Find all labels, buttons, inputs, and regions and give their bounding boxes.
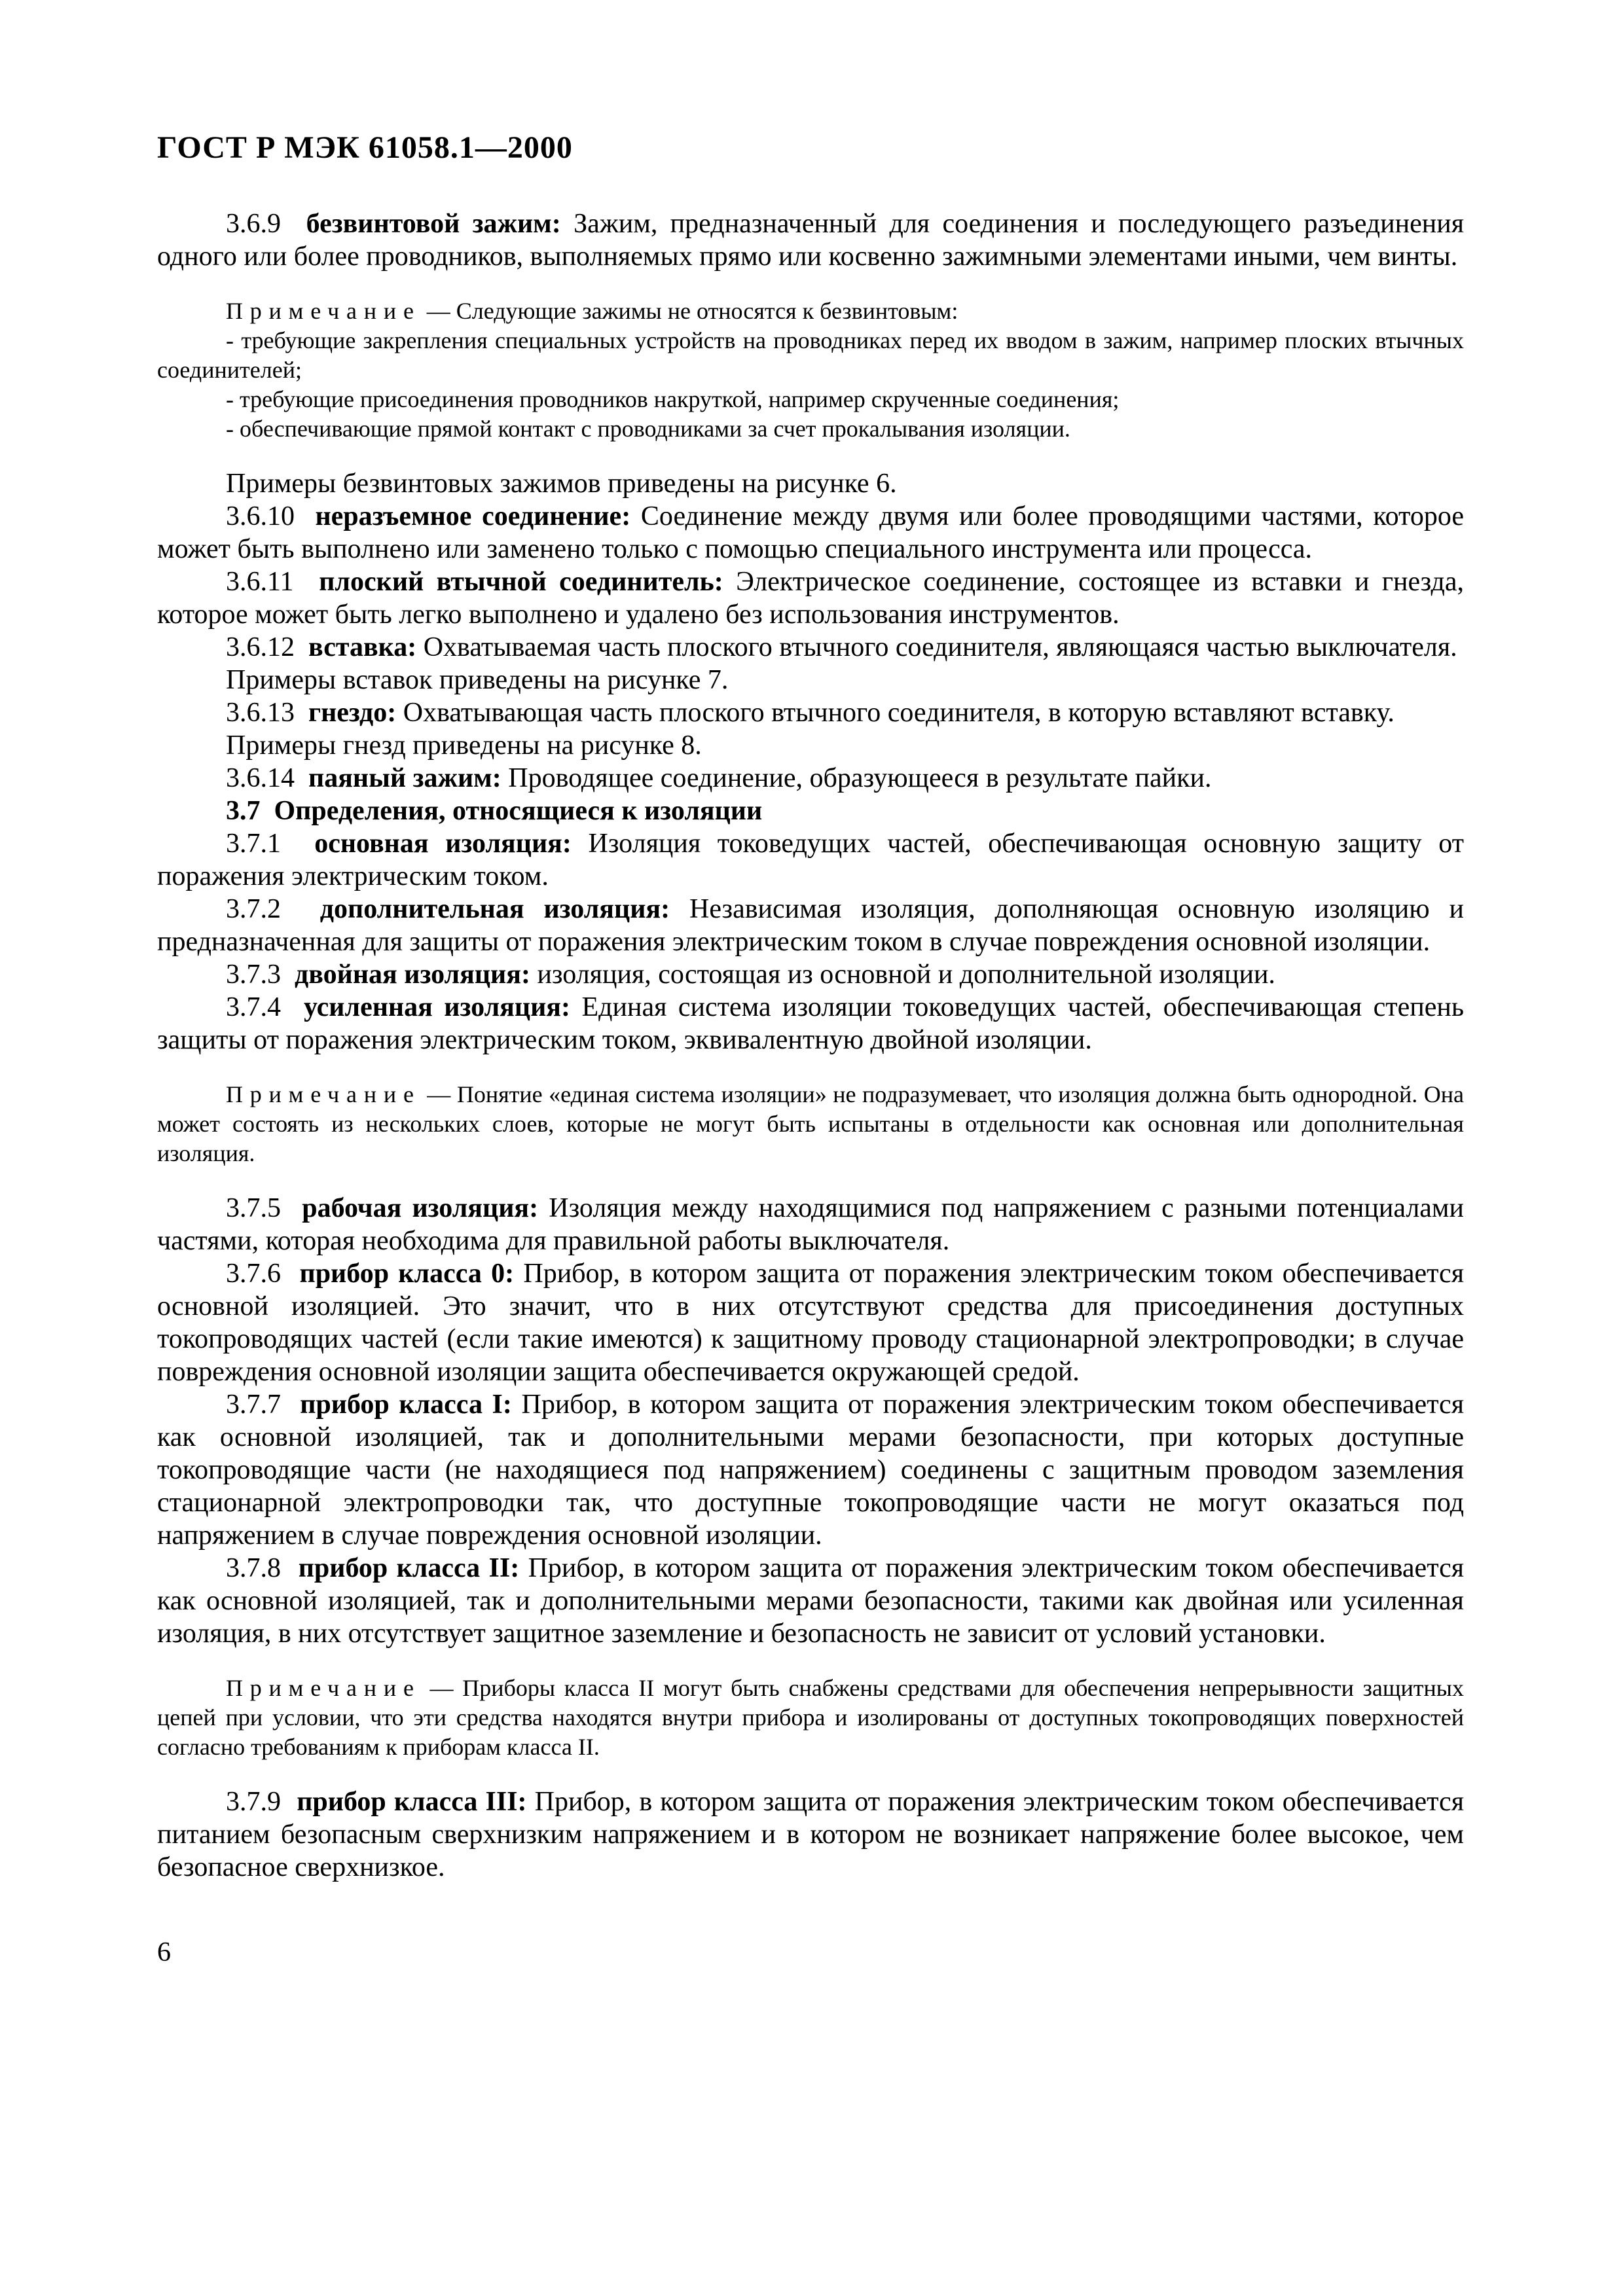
clause-term: рабочая изоляция: — [302, 1193, 539, 1223]
note-list-item: - требующие присоединения проводников накруткой, например скрученные соединения; — [226, 386, 1120, 412]
clause-number: 3.7.4 — [226, 992, 281, 1022]
clause-number: 3.7.1 — [226, 829, 281, 859]
clause-3.6.14: 3.6.14 паяный зажим: Проводящее соединение, образующееся в результате пайки. — [226, 763, 1212, 793]
note-list-item: - обеспечивающие прямой контакт с проводниками за счет прокалывания изоляции. — [226, 416, 1070, 442]
clause-term: прибор класса I: — [300, 1390, 512, 1420]
clause-number: 3.7.7 — [226, 1390, 281, 1420]
document-body — [157, 207, 1464, 1884]
clause-term: неразъемное соединение: — [315, 501, 631, 531]
clause-3.6.9: 3.6.9 безвинтовой зажим: Зажим, предназначенный для соединения и последующего разъединения одного или более проводников, выполняемых прямо или косвенно зажимными элементами иными, чем винты. — [157, 209, 1465, 272]
clause-term: прибор класса 0: — [299, 1259, 515, 1289]
clause-3.7.6: 3.7.6 прибор класса 0: Прибор, в котором защита от поражения электрическим током обеспечивается основной изоляцией. Это значит, что в них отсутствуют средства для присоединения доступных токопроводящих частей (если такие имеются) к защитному проводу стационарной электропроводки; в случае повреждения основной изоляции защита обеспечивается окружающей средой. — [157, 1259, 1465, 1387]
clause-number: 3.7.9 — [226, 1787, 281, 1817]
clause-term: основная изоляция: — [314, 829, 572, 859]
clause-term: двойная изоляция: — [295, 960, 530, 990]
note-block — [157, 1080, 1464, 1168]
note-text: Примечание — Понятие «единая система изоляции» не подразумевает, что изоляция должна быть однородной. Она может состоять из нескольких слоев, которые не могут быть испытаны в отдельности как основная или дополнительная изоляция. — [157, 1081, 1464, 1166]
standard-code-header: ГОСТ Р МЭК 61058.1—2000 — [157, 130, 573, 165]
clause-3.6.10: 3.6.10 неразъемное соединение: Соединение между двумя или более проводящими частями, которое может быть выполнено или заменено только с помощью специального инструмента или процесса. — [157, 501, 1465, 564]
clause-number: 3.7.8 — [226, 1553, 281, 1583]
example-paragraph: Примеры гнезд приведены на рисунке 8. — [226, 730, 702, 761]
clause-term: паяный зажим: — [308, 763, 501, 793]
clause-number: 3.7.2 — [226, 894, 281, 924]
note-text: Примечание — Следующие зажимы не относятся к безвинтовым: — [226, 298, 958, 324]
clause-number: 3.6.9 — [226, 209, 281, 239]
clause-3.6.12: 3.6.12 вставка: Охватываемая часть плоского втычного соединителя, являющаяся частью выключателя. — [226, 632, 1457, 662]
note-block — [157, 296, 1464, 444]
clause-number: 3.6.11 — [226, 567, 294, 597]
clause-term: вставка: — [308, 632, 417, 662]
clause-term: усиленная изоляция: — [303, 992, 570, 1022]
clause-number: 3.6.10 — [226, 501, 295, 531]
clause-term: прибор класса III: — [297, 1787, 527, 1817]
note-label: Примечание — [226, 1675, 421, 1701]
clause-number: 3.6.14 — [226, 763, 295, 793]
clause-number: 3.7 — [226, 796, 261, 826]
note-block — [157, 1674, 1464, 1762]
clause-3.7.1: 3.7.1 основная изоляция: Изоляция токоведущих частей, обеспечивающая основную защиту от поражения электрическим током. — [157, 829, 1464, 891]
note-list-item: - требующие закрепления специальных устройств на проводниках перед их вводом в зажим, например плоских втычных соединителей; — [157, 327, 1464, 383]
example-paragraph: Примеры вставок приведены на рисунке 7. — [226, 665, 729, 695]
clause-3.6.13: 3.6.13 гнездо: Охватывающая часть плоского втычного соединителя, в которую вставляют вставку. — [226, 698, 1395, 728]
clause-3.7.5: 3.7.5 рабочая изоляция: Изоляция между находящимися под напряжением с разными потенциалами частями, которая необходима для правильной работы выключателя. — [157, 1193, 1464, 1256]
clause-number: 3.7.5 — [226, 1193, 281, 1223]
clause-3.7.4: 3.7.4 усиленная изоляция: Единая система изоляции токоведущих частей, обеспечивающая степень защиты от поражения электрическим током, эквивалентную двойной изоляции. — [157, 992, 1465, 1055]
clause-3.7.9: 3.7.9 прибор класса III: Прибор, в котором защита от поражения электрическим током обеспечивается питанием безопасным сверхнизким напряжением и в котором не возникает напряжение более высокое, чем безопасное сверхнизкое. — [157, 1787, 1465, 1882]
clause-term: прибор класса II: — [298, 1553, 520, 1583]
clause-3.7.3: 3.7.3 двойная изоляция: изоляция, состоящая из основной и дополнительной изоляции. — [226, 960, 1275, 990]
clause-term: безвинтовой зажим: — [306, 209, 561, 239]
example-paragraph: Примеры безвинтовых зажимов приведены на рисунке 6. — [226, 469, 897, 499]
clause-number: 3.7.6 — [226, 1259, 281, 1289]
note-text: Примечание — Приборы класса II могут быть снабжены средствами для обеспечения непрерывности защитных цепей при условии, что эти средства находятся внутри прибора и изолированы от доступных токопроводящих поверхностей согласно требованиям к приборам класса II. — [157, 1675, 1464, 1760]
clause-term: гнездо: — [308, 698, 397, 728]
clause-3.7.7: 3.7.7 прибор класса I: Прибор, в котором защита от поражения электрическим током обеспечивается как основной изоляцией, так и дополнительными мерами безопасности, при которых доступные токопроводящие части (не находящиеся под напряжением) соединены с защитным проводом заземления стационарной электропроводки так, что доступные токопроводящие части не могут оказаться под напряжением в случае повреждения основной изоляции. — [157, 1390, 1465, 1551]
clause-3.6.11: 3.6.11 плоский втычной соединитель: Электрическое соединение, состоящее из вставки и гнезда, которое может быть легко выполнено и удалено без использования инструментов. — [157, 567, 1465, 630]
clause-number: 3.6.12 — [226, 632, 295, 662]
clause-3.7.2: 3.7.2 дополнительная изоляция: Независимая изоляция, дополняющая основную изоляцию и предназначенная для защиты от поражения электрическим током в случае повреждения основной изоляции. — [157, 894, 1465, 957]
clause-term: дополнительная изоляция: — [319, 894, 670, 924]
note-label: Примечание — [226, 298, 421, 324]
clause-3.7.8: 3.7.8 прибор класса II: Прибор, в котором защита от поражения электрическим током обеспечивается как основной изоляцией, так и дополнительными мерами безопасности, такими как двойная или усиленная изоляция, в них отсутствует защитное заземление и безопасность не зависит от условий установки. — [157, 1553, 1465, 1649]
clause-3.7: 3.7 Определения, относящиеся к изоляции — [226, 796, 763, 826]
clause-number: 3.7.3 — [226, 960, 281, 990]
clause-term: плоский втычной соединитель: — [319, 567, 723, 597]
page-number: 6 — [157, 1937, 171, 1967]
clause-number: 3.6.13 — [226, 698, 295, 728]
note-label: Примечание — [226, 1081, 421, 1107]
